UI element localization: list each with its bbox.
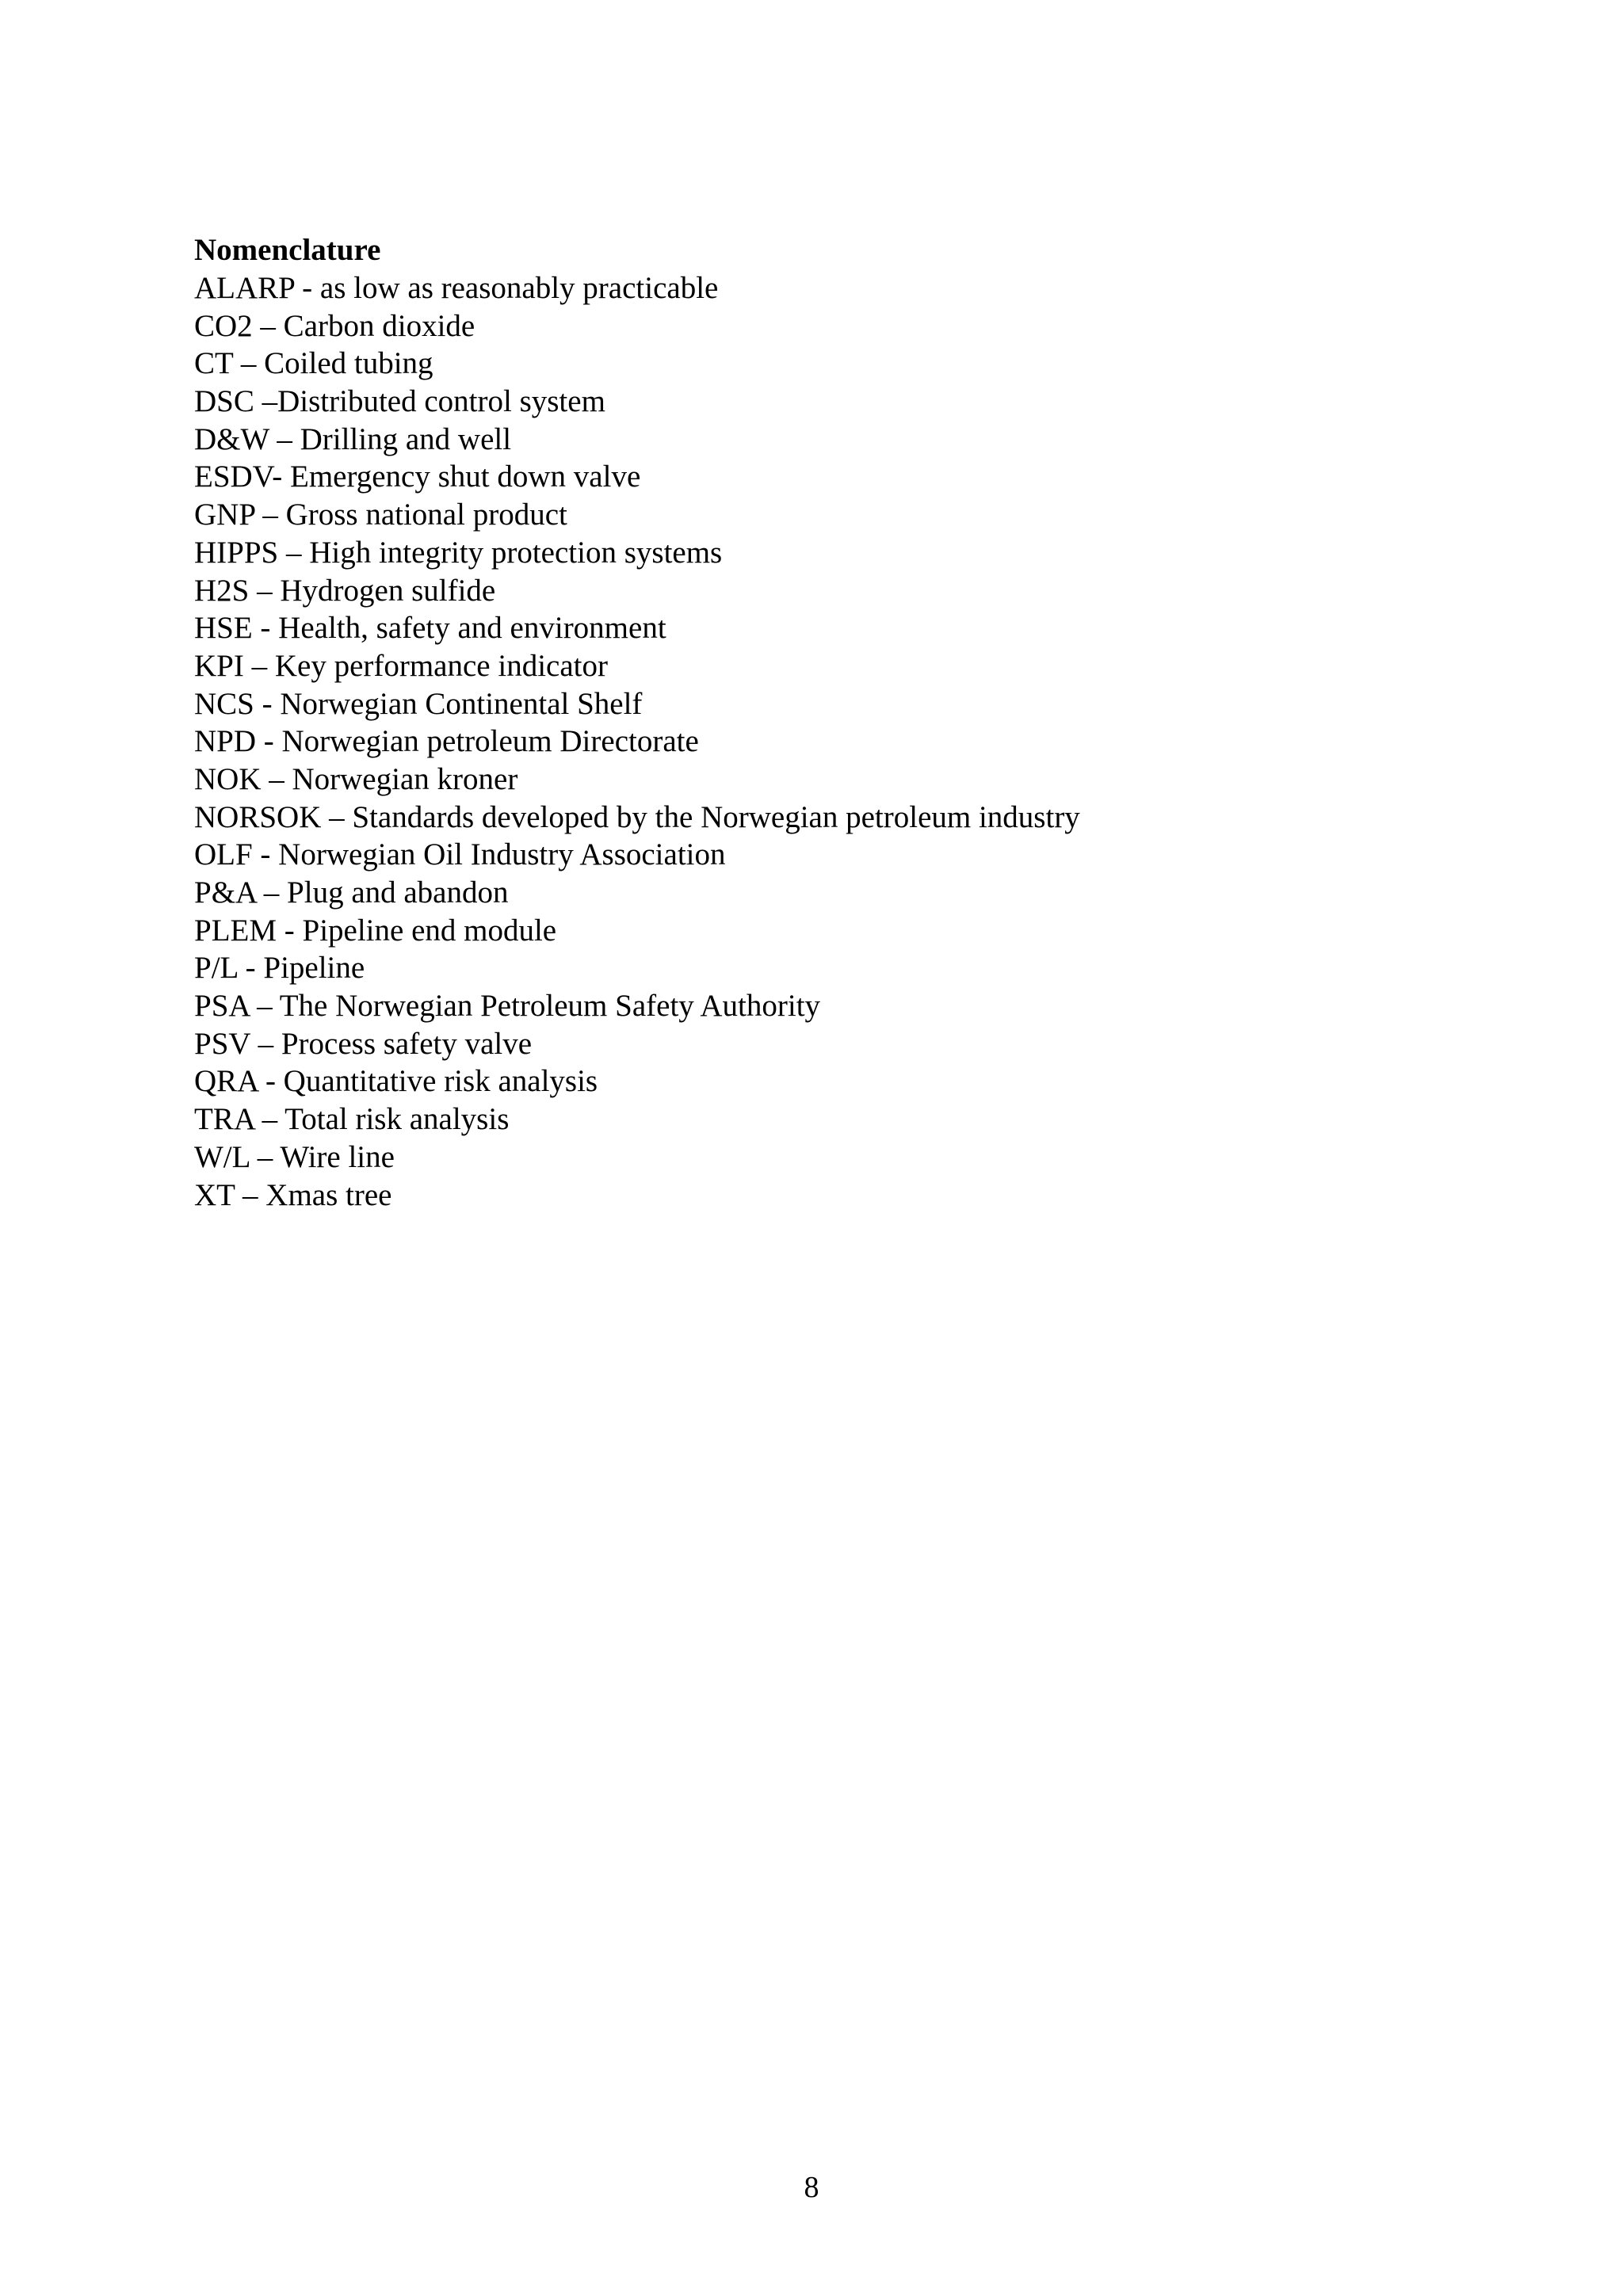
nomenclature-entry-tra: TRA – Total risk analysis (194, 1102, 510, 1137)
nomenclature-entry-gnp: GNP – Gross national product (194, 498, 567, 532)
nomenclature-entry-co2: CO2 – Carbon dioxide (194, 308, 475, 343)
nomenclature-entry-h2s: H2S – Hydrogen sulfide (194, 573, 496, 608)
nomenclature-entry-qra: QRA - Quantitative risk analysis (194, 1064, 598, 1099)
nomenclature-entry-ncs: NCS - Norwegian Continental Shelf (194, 686, 643, 721)
nomenclature-entry-dsc: DSC –Distributed control system (194, 384, 605, 419)
nomenclature-entry-nok: NOK – Norwegian kroner (194, 761, 518, 796)
nomenclature-entry-hse: HSE - Health, safety and environment (194, 611, 666, 646)
nomenclature-entry-xt: XT – Xmas tree (194, 1177, 392, 1212)
nomenclature-entry-norsok: NORSOK – Standards developed by the Norwegian petroleum industry (194, 799, 1080, 834)
nomenclature-entry-plem: PLEM - Pipeline end module (194, 913, 557, 948)
nomenclature-entry-alarp: ALARP - as low as reasonably practicable (194, 271, 719, 305)
nomenclature-entry-wl: W/L – Wire line (194, 1139, 395, 1174)
page-number: 8 (804, 2171, 819, 2204)
nomenclature-list (194, 269, 1462, 1214)
nomenclature-entry-ct: CT – Coiled tubing (194, 346, 433, 381)
nomenclature-entry-psa: PSA – The Norwegian Petroleum Safety Authority (194, 989, 821, 1024)
nomenclature-entry-psv: PSV – Process safety valve (194, 1026, 533, 1061)
nomenclature-entry-esdv: ESDV- Emergency shut down valve (194, 460, 641, 494)
nomenclature-entry-npd: NPD - Norwegian petroleum Directorate (194, 724, 699, 759)
nomenclature-entry-dw: D&W – Drilling and well (194, 421, 512, 456)
nomenclature-entry-pl: P/L - Pipeline (194, 951, 365, 986)
nomenclature-entry-kpi: KPI – Key performance indicator (194, 648, 608, 683)
nomenclature-entry-hipps: HIPPS – High integrity protection systems (194, 535, 723, 570)
section-heading: Nomenclature (194, 233, 381, 267)
nomenclature-section (194, 231, 1462, 1214)
nomenclature-entry-olf: OLF - Norwegian Oil Industry Association (194, 837, 726, 872)
nomenclature-entry-pa: P&A – Plug and abandon (194, 875, 509, 910)
